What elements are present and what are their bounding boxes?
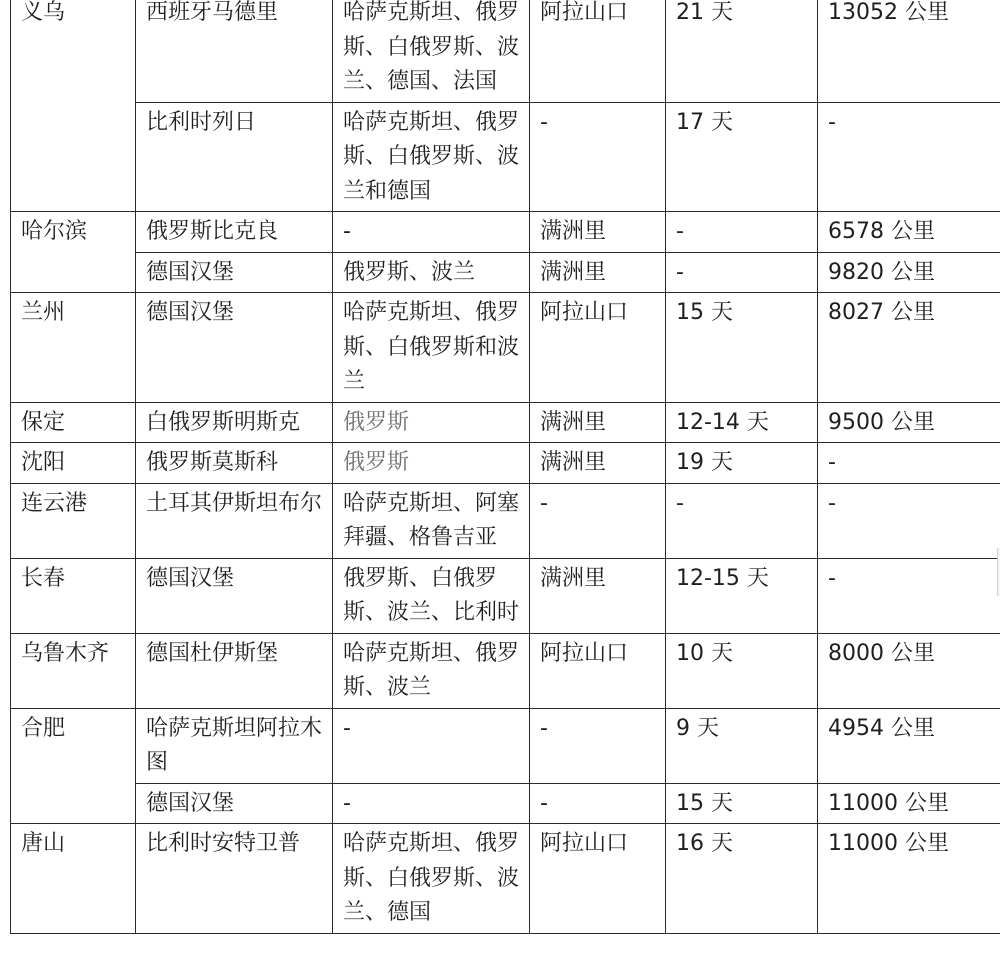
transit-days-cell: 9 天 [666, 708, 818, 783]
table-row [11, 212, 1000, 253]
transit-countries-cell: 哈萨克斯坦、阿塞拜疆、格鲁吉亚 [333, 483, 530, 558]
rail-route-table [10, 0, 1000, 934]
origin-cell: 长春 [11, 558, 136, 633]
origin-cell: 合肥 [11, 708, 136, 824]
destination-cell: 白俄罗斯明斯克 [136, 402, 333, 443]
origin-cell: 兰州 [11, 293, 136, 403]
transit-days-cell: 15 天 [666, 783, 818, 824]
transit-days-cell: 21 天 [666, 0, 818, 102]
border-port-cell: 满洲里 [530, 443, 666, 484]
transit-days-cell: 12-14 天 [666, 402, 818, 443]
distance-cell: - [818, 102, 1000, 212]
border-port-cell: 满洲里 [530, 252, 666, 293]
transit-days-cell: 16 天 [666, 824, 818, 934]
distance-cell: 11000 公里 [818, 824, 1000, 934]
destination-cell: 德国汉堡 [136, 558, 333, 633]
destination-cell: 德国汉堡 [136, 293, 333, 403]
table-row [11, 633, 1000, 708]
distance-cell: 8000 公里 [818, 633, 1000, 708]
transit-countries-cell: 哈萨克斯坦、俄罗斯、波兰 [333, 633, 530, 708]
destination-cell: 西班牙马德里 [136, 0, 333, 102]
border-port-cell: - [530, 783, 666, 824]
table-row [11, 293, 1000, 403]
destination-cell: 俄罗斯比克良 [136, 212, 333, 253]
distance-cell: 9500 公里 [818, 402, 1000, 443]
destination-cell: 哈萨克斯坦阿拉木图 [136, 708, 333, 783]
transit-days-cell: 10 天 [666, 633, 818, 708]
transit-countries-cell: 哈萨克斯坦、俄罗斯、白俄罗斯、波兰和德国 [333, 102, 530, 212]
table-row [11, 708, 1000, 783]
origin-cell: 保定 [11, 402, 136, 443]
table-row [11, 558, 1000, 633]
distance-cell: 13052 公里 [818, 0, 1000, 102]
table-row [11, 402, 1000, 443]
transit-countries-cell: - [333, 708, 530, 783]
transit-countries-cell: 哈萨克斯坦、俄罗斯、白俄罗斯、波兰、德国 [333, 824, 530, 934]
distance-cell: 6578 公里 [818, 212, 1000, 253]
origin-cell: 乌鲁木齐 [11, 633, 136, 708]
border-port-cell: 阿拉山口 [530, 293, 666, 403]
table-row [11, 102, 1000, 212]
transit-days-cell: 15 天 [666, 293, 818, 403]
transit-days-cell: 17 天 [666, 102, 818, 212]
distance-cell: 4954 公里 [818, 708, 1000, 783]
origin-cell: 唐山 [11, 824, 136, 934]
origin-cell: 哈尔滨 [11, 212, 136, 293]
border-port-cell: - [530, 483, 666, 558]
origin-cell: 连云港 [11, 483, 136, 558]
table-row [11, 783, 1000, 824]
border-port-cell: 阿拉山口 [530, 633, 666, 708]
destination-cell: 德国杜伊斯堡 [136, 633, 333, 708]
distance-cell: - [818, 483, 1000, 558]
transit-countries-cell: 哈萨克斯坦、俄罗斯、白俄罗斯、波兰、德国、法国 [333, 0, 530, 102]
transit-countries-cell: 俄罗斯 [333, 402, 530, 443]
distance-cell: - [818, 558, 1000, 633]
destination-cell: 俄罗斯莫斯科 [136, 443, 333, 484]
table-row [11, 483, 1000, 558]
border-port-cell: 阿拉山口 [530, 0, 666, 102]
destination-cell: 德国汉堡 [136, 252, 333, 293]
transit-days-cell: - [666, 483, 818, 558]
transit-countries-cell: - [333, 212, 530, 253]
distance-cell: - [818, 443, 1000, 484]
table-row [11, 252, 1000, 293]
transit-days-cell: 12-15 天 [666, 558, 818, 633]
distance-cell: 9820 公里 [818, 252, 1000, 293]
transit-days-cell: - [666, 212, 818, 253]
table-row [11, 443, 1000, 484]
table-row [11, 824, 1000, 934]
distance-cell: 8027 公里 [818, 293, 1000, 403]
transit-countries-cell: 俄罗斯、波兰 [333, 252, 530, 293]
transit-countries-cell: 俄罗斯、白俄罗斯、波兰、比利时 [333, 558, 530, 633]
destination-cell: 土耳其伊斯坦布尔 [136, 483, 333, 558]
border-port-cell: 满洲里 [530, 402, 666, 443]
border-port-cell: 满洲里 [530, 212, 666, 253]
border-port-cell: 满洲里 [530, 558, 666, 633]
transit-days-cell: 19 天 [666, 443, 818, 484]
origin-cell: 沈阳 [11, 443, 136, 484]
origin-cell: 义乌 [11, 0, 136, 212]
border-port-cell: 阿拉山口 [530, 824, 666, 934]
destination-cell: 德国汉堡 [136, 783, 333, 824]
distance-cell: 11000 公里 [818, 783, 1000, 824]
border-port-cell: - [530, 102, 666, 212]
transit-days-cell: - [666, 252, 818, 293]
transit-countries-cell: 俄罗斯 [333, 443, 530, 484]
destination-cell: 比利时安特卫普 [136, 824, 333, 934]
transit-countries-cell: - [333, 783, 530, 824]
border-port-cell: - [530, 708, 666, 783]
destination-cell: 比利时列日 [136, 102, 333, 212]
transit-countries-cell: 哈萨克斯坦、俄罗斯、白俄罗斯和波兰 [333, 293, 530, 403]
table-row [11, 0, 1000, 102]
